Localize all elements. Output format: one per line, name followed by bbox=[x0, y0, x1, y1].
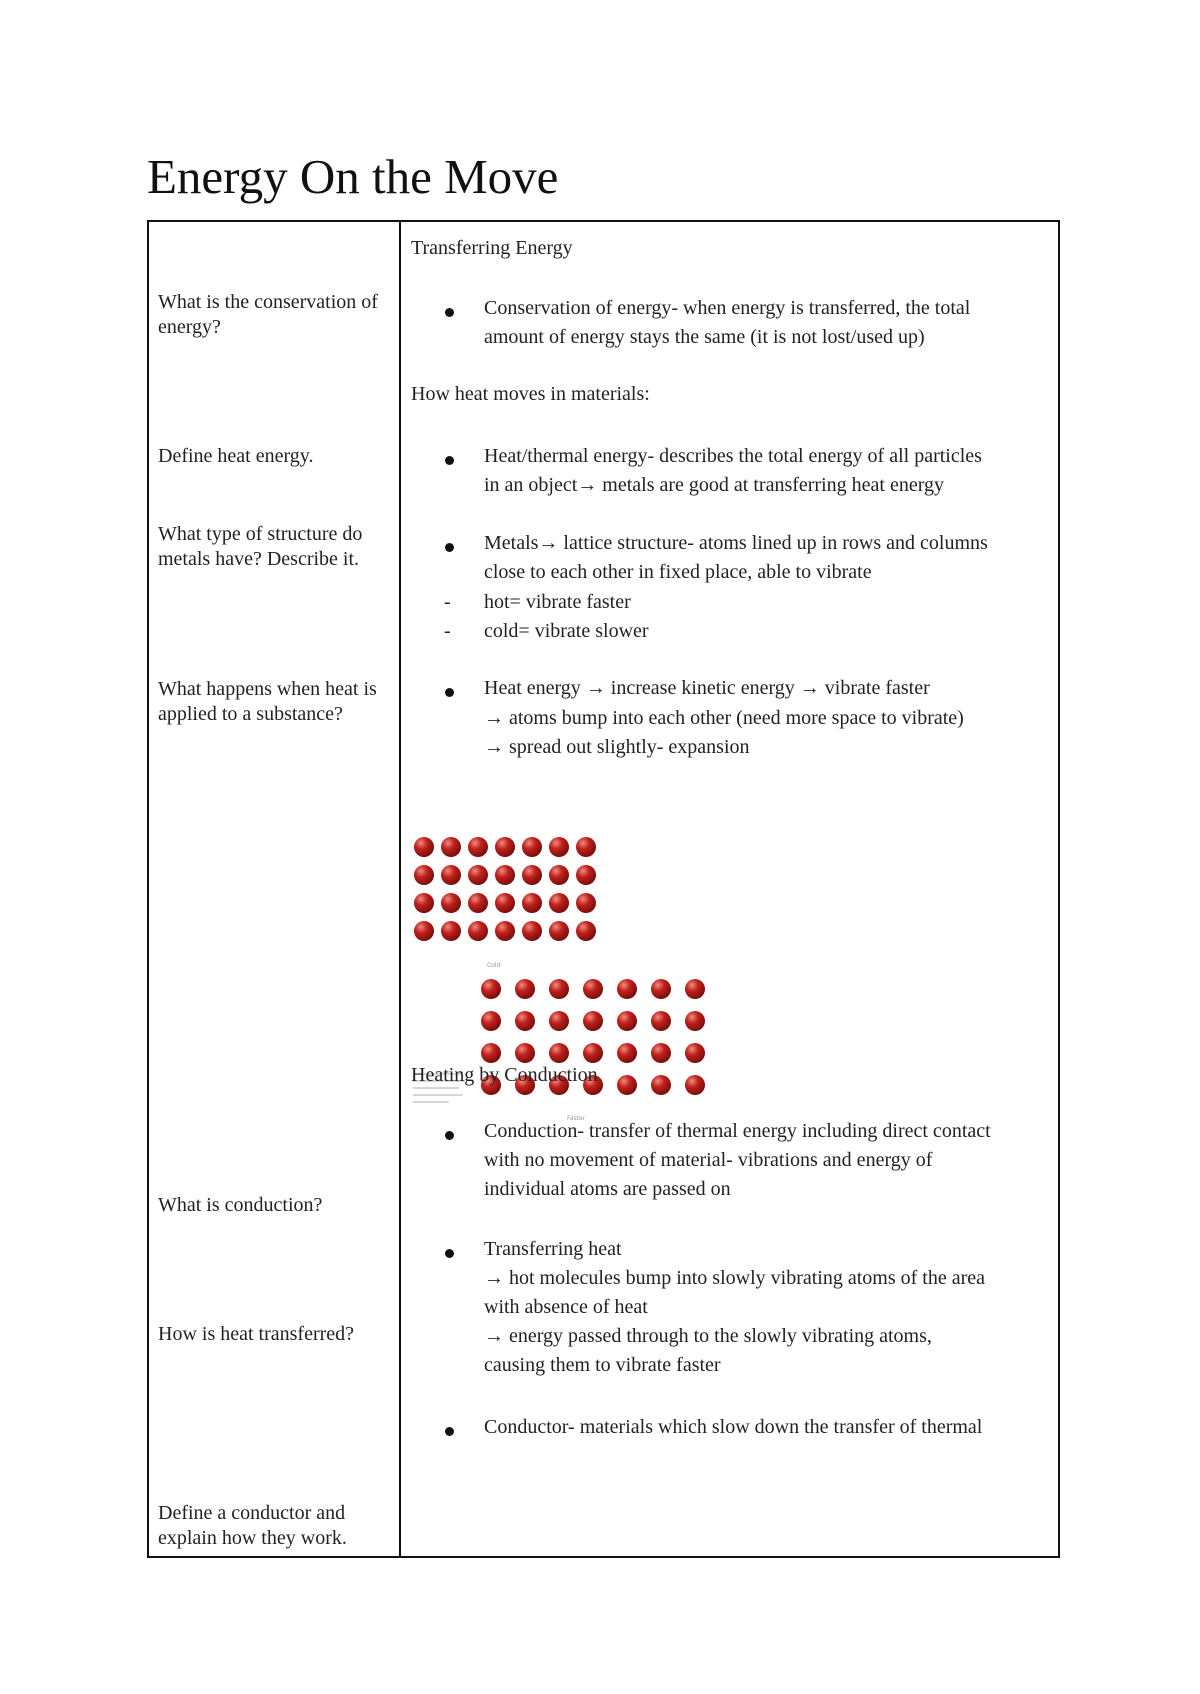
note-line: Conductor- materials which slow down the transfer of thermal bbox=[484, 1416, 983, 1438]
atom bbox=[549, 893, 569, 913]
atom bbox=[515, 1011, 535, 1031]
bullet-icon bbox=[445, 1427, 454, 1436]
atom bbox=[468, 893, 488, 913]
atom bbox=[414, 837, 434, 857]
atom bbox=[515, 979, 535, 999]
atom bbox=[576, 865, 596, 885]
atom bbox=[441, 865, 461, 885]
bullet-icon bbox=[445, 1249, 454, 1258]
notes-table bbox=[147, 220, 1060, 1558]
note-line: Metals→ lattice structure- atoms lined up in rows and columns bbox=[484, 532, 988, 554]
question-heat-energy: Define heat energy. bbox=[158, 445, 314, 467]
atom bbox=[495, 865, 515, 885]
heading-transferring-energy: Transferring Energy bbox=[411, 237, 573, 259]
atom bbox=[685, 1011, 705, 1031]
atom bbox=[468, 837, 488, 857]
atom bbox=[441, 893, 461, 913]
note-line: → spread out slightly- expansion bbox=[484, 736, 750, 758]
atom bbox=[515, 1043, 535, 1063]
atom bbox=[651, 1011, 671, 1031]
bullet-icon bbox=[445, 1131, 454, 1140]
note-line: causing them to vibrate faster bbox=[484, 1354, 721, 1376]
atom bbox=[576, 921, 596, 941]
atom bbox=[481, 1043, 501, 1063]
atom bbox=[414, 893, 434, 913]
atom bbox=[617, 1043, 637, 1063]
note-line: hot= vibrate faster bbox=[484, 591, 631, 613]
atom bbox=[651, 979, 671, 999]
atom bbox=[468, 921, 488, 941]
question-conductor: Define a conductor and explain how they work. bbox=[158, 1502, 347, 1549]
atom bbox=[495, 893, 515, 913]
atom bbox=[414, 921, 434, 941]
note-line: → hot molecules bump into slowly vibrating atoms of the area bbox=[484, 1267, 986, 1289]
atom bbox=[522, 837, 542, 857]
atom bbox=[441, 921, 461, 941]
atom bbox=[583, 1043, 603, 1063]
note-line: with no movement of material- vibrations and energy of bbox=[484, 1149, 933, 1171]
atom bbox=[481, 979, 501, 999]
atom bbox=[617, 1011, 637, 1031]
note-line: → atoms bump into each other (need more space to vibrate) bbox=[484, 707, 964, 729]
atom bbox=[549, 979, 569, 999]
note-line: in an object→ metals are good at transferring heat energy bbox=[484, 474, 945, 496]
note-line: close to each other in fixed place, able to vibrate bbox=[484, 561, 872, 583]
note-line: Heat energy → increase kinetic energy → vibrate faster bbox=[484, 677, 930, 699]
atom bbox=[481, 1011, 501, 1031]
atom bbox=[549, 865, 569, 885]
atom bbox=[617, 979, 637, 999]
note-line: Conduction- transfer of thermal energy including direct contact bbox=[484, 1120, 991, 1142]
atom bbox=[495, 921, 515, 941]
atom bbox=[549, 837, 569, 857]
note-line: individual atoms are passed on bbox=[484, 1178, 731, 1200]
atom bbox=[468, 865, 488, 885]
atom bbox=[685, 1043, 705, 1063]
atom bbox=[583, 1011, 603, 1031]
atom bbox=[651, 1075, 671, 1095]
atom bbox=[522, 921, 542, 941]
atom bbox=[414, 865, 434, 885]
note-line: amount of energy stays the same (it is not lost/used up) bbox=[484, 326, 925, 348]
question-metal-structure: What type of structure do metals have? Describe it. bbox=[158, 523, 363, 570]
cold-atom-grid bbox=[414, 837, 596, 941]
question-conduction: What is conduction? bbox=[158, 1194, 323, 1216]
hot-label: Faster bbox=[567, 1115, 586, 1122]
note-line: Heat/thermal energy- describes the total energy of all particles bbox=[484, 445, 982, 467]
atom bbox=[576, 837, 596, 857]
atom bbox=[441, 837, 461, 857]
atom bbox=[549, 921, 569, 941]
page-title: Energy On the Move bbox=[147, 149, 559, 204]
note-line: → energy passed through to the slowly vibrating atoms, bbox=[484, 1325, 932, 1347]
question-conservation: What is the conservation of energy? bbox=[158, 291, 378, 338]
atom bbox=[685, 979, 705, 999]
atom bbox=[576, 893, 596, 913]
heading-heat-materials: How heat moves in materials: bbox=[411, 383, 650, 405]
column-divider bbox=[399, 222, 401, 1556]
heading-conduction: Heating by Conduction bbox=[411, 1064, 598, 1086]
question-heat-transfer: How is heat transferred? bbox=[158, 1323, 355, 1345]
bullet-icon bbox=[445, 456, 454, 465]
atom bbox=[549, 1043, 569, 1063]
note-line: Conservation of energy- when energy is transferred, the total bbox=[484, 297, 971, 319]
atom bbox=[583, 979, 603, 999]
bullet-icon bbox=[445, 308, 454, 317]
bullet-icon bbox=[445, 688, 454, 697]
bullet-icon bbox=[445, 543, 454, 552]
atom bbox=[651, 1043, 671, 1063]
atom bbox=[685, 1075, 705, 1095]
dash-marker: - bbox=[444, 620, 451, 642]
atom bbox=[549, 1011, 569, 1031]
note-line: with absence of heat bbox=[484, 1296, 648, 1318]
note-line: cold= vibrate slower bbox=[484, 620, 649, 642]
atom bbox=[617, 1075, 637, 1095]
dash-marker: - bbox=[444, 591, 451, 613]
note-line: Transferring heat bbox=[484, 1238, 622, 1260]
cold-label: Cold bbox=[487, 962, 501, 969]
atom bbox=[522, 865, 542, 885]
atom bbox=[495, 837, 515, 857]
question-heat-applied: What happens when heat is applied to a substance? bbox=[158, 678, 377, 725]
atom bbox=[522, 893, 542, 913]
